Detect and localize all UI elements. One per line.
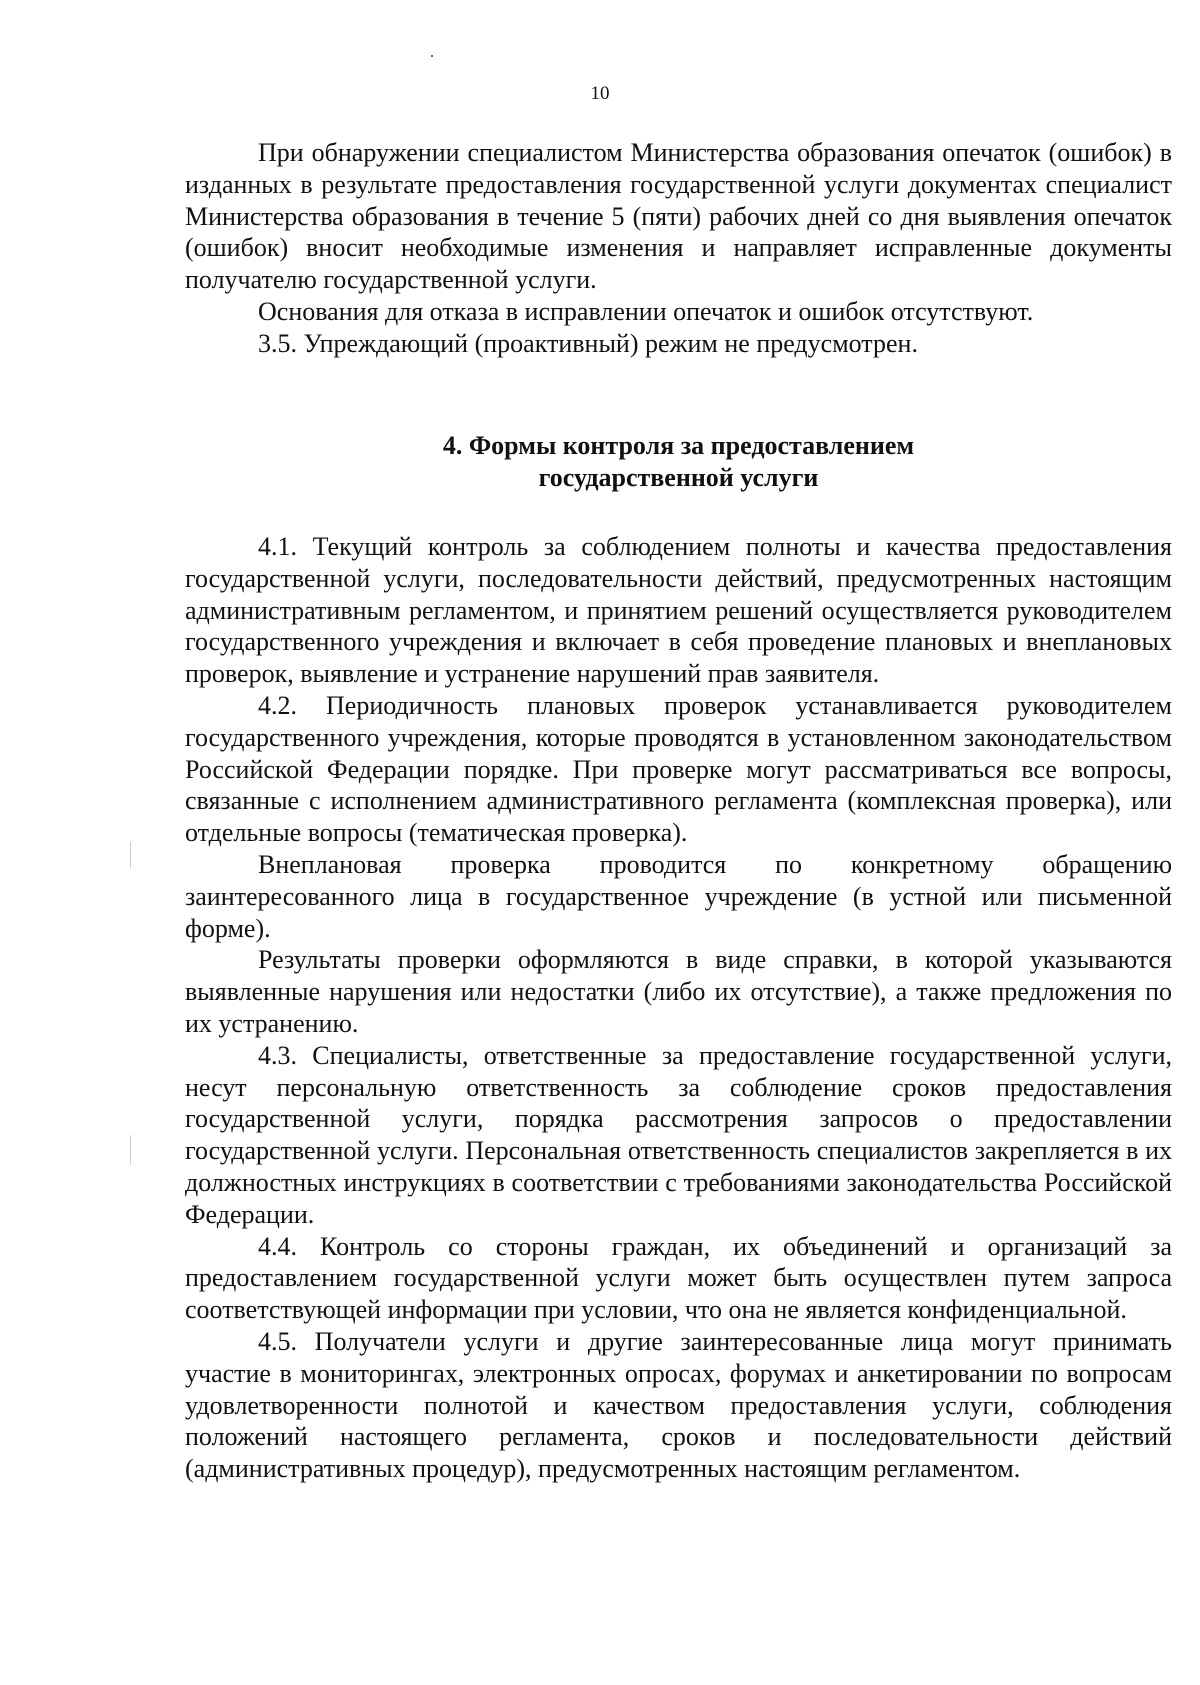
paragraph-3-5: 3.5. Упреждающий (проактивный) режим не предусмотрен.: [258, 328, 918, 358]
paragraph-unscheduled-check: Внеплановая проверка проводится по конкретному обращению заинтересованного лица в государственное учреждение (в устной или письменной форме).: [185, 849, 1172, 943]
scan-speck: [431, 55, 433, 57]
paragraph-check-results: Результаты проверки оформляются в виде справки, в которой указываются выявленные нарушения или недостатки (либо их отсутствие), а также предложения по их устранению.: [185, 945, 1172, 1038]
scan-margin-mark: [130, 1135, 131, 1165]
section-heading: [185, 430, 1172, 494]
section-text-block: [185, 531, 1172, 1485]
section-heading-line-2: государственной услуги: [538, 463, 819, 492]
intro-text-block: [185, 137, 1172, 360]
paragraph-typo-correction: При обнаружении специалистом Министерства образования опечаток (ошибок) в изданных в результате предоставления государственной услуги документах специалист Министерства образования в течение 5 (пяти) рабочих дней со дня выявления опечаток (ошибок) вносит необходимые изменения и направляет исправленные документы получателю государственной услуги.: [185, 138, 1172, 295]
paragraph-4-3: 4.3. Специалисты, ответственные за предоставление государственной услуги, несут персональную ответственность за соблюдение сроков предоставления государственной услуги, порядка рассмотрения запросов о предоставлении государственной услуги. Персональная ответственность специалистов закрепляется в их должностных инструкциях в соответствии с требованиями законодательства Российской Федерации.: [185, 1040, 1172, 1229]
paragraph-4-1: 4.1. Текущий контроль за соблюдением полноты и качества предоставления государственной услуги, последовательности действий, предусмотренных настоящим административным регламентом, и принятием решений осуществляется руководителем государственного учреждения и включает в себя проведение плановых и внеплановых проверок, выявление и устранение нарушений прав заявителя.: [185, 532, 1172, 689]
scan-margin-mark: [130, 842, 131, 868]
paragraph-4-2: 4.2. Периодичность плановых проверок устанавливается руководителем государственного учреждения, которые проводятся в установленном законодательством Российской Федерации порядке. При проверке могут рассматриваться все вопросы, связанные с исполнением административного регламента (комплексная проверка), или отдельные вопросы (тематическая проверка).: [185, 690, 1172, 848]
paragraph-refusal-grounds: Основания для отказа в исправлении опечаток и ошибок отсутствуют.: [258, 296, 1034, 326]
page-number: 10: [590, 83, 610, 104]
section-heading-line-1: 4. Формы контроля за предоставлением: [442, 431, 915, 460]
paragraph-4-5: 4.5. Получатели услуги и другие заинтересованные лица могут принимать участие в мониторингах, электронных опросах, форумах и анкетировании по вопросам удовлетворенности полнотой и качеством предоставления услуги, соблюдения положений настоящего регламента, сроков и последовательности действий (административных процедур), предусмотренных настоящим регламентом.: [185, 1326, 1172, 1484]
paragraph-4-4: 4.4. Контроль со стороны граждан, их объединений и организаций за предоставлением государственной услуги может быть осуществлен путем запроса соответствующей информации при условии, что она не является конфиденциальной.: [185, 1231, 1172, 1325]
